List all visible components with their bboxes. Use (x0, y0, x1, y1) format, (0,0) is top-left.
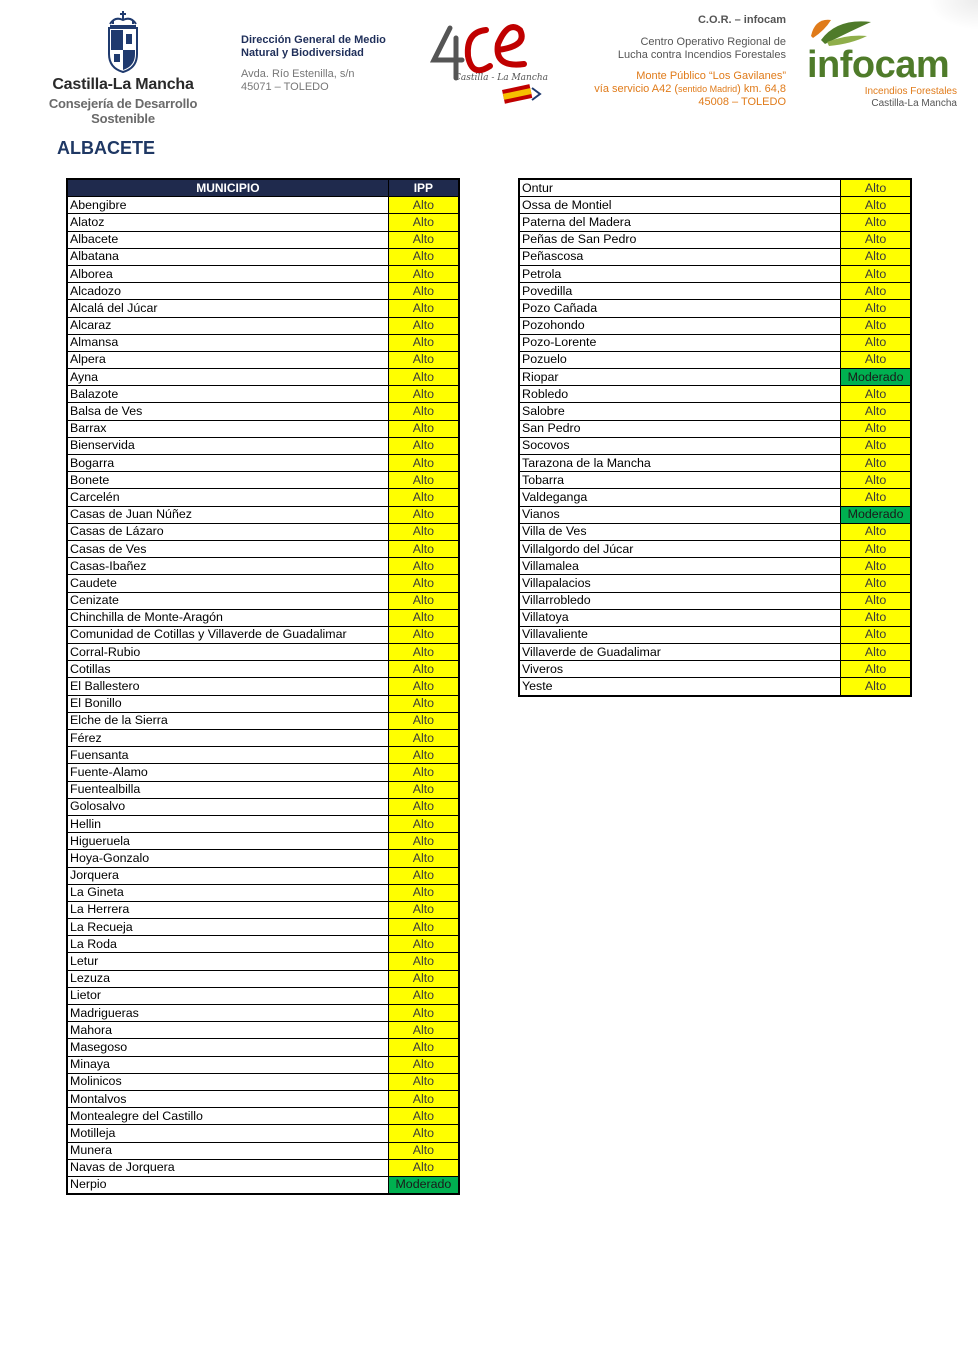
jccm-department: Consejería de Desarrollo Sostenible (48, 96, 198, 126)
table-row (67, 1056, 459, 1073)
ipp-cell: Alto (388, 248, 459, 265)
infocam-subtitle-line-1: Incendios Forestales (864, 86, 957, 97)
table-row (67, 403, 459, 420)
municipio-cell: Salobre (519, 403, 841, 420)
table-row (519, 644, 911, 661)
table-row (519, 386, 911, 403)
ipp-cell: Alto (388, 867, 459, 884)
municipio-cell: Ayna (67, 369, 388, 386)
castilla-la-mancha-crest-icon (101, 10, 145, 74)
ipp-cell: Alto (841, 403, 911, 420)
municipio-cell: Férez (67, 730, 388, 747)
ipp-cell: Alto (841, 351, 911, 368)
municipio-cell: Fuente-Alamo (67, 764, 388, 781)
table-row (67, 351, 459, 368)
municipio-cell: Ontur (519, 179, 841, 197)
cor-address-line-3: 45008 – TOLEDO (698, 96, 786, 108)
ipp-cell: Alto (388, 1022, 459, 1039)
municipio-cell: Pozohondo (519, 317, 841, 334)
table-row (519, 248, 911, 265)
ipp-cell: Alto (841, 523, 911, 540)
municipio-cell: Caudete (67, 575, 388, 592)
municipio-cell: Masegoso (67, 1039, 388, 1056)
table-row (67, 283, 459, 300)
ipp-cell: Alto (388, 850, 459, 867)
ipp-cell: Alto (388, 420, 459, 437)
municipio-cell: Tobarra (519, 472, 841, 489)
municipio-cell: Comunidad de Cotillas y Villaverde de Guadalimar (67, 626, 388, 643)
municipio-cell: San Pedro (519, 420, 841, 437)
municipio-cell: Balazote (67, 386, 388, 403)
jccm-name: Castilla-La Mancha (52, 76, 194, 93)
table-row (67, 747, 459, 764)
table-row (67, 472, 459, 489)
municipio-cell: Elche de la Sierra (67, 712, 388, 729)
ipp-cell: Alto (388, 695, 459, 712)
table-row (67, 919, 459, 936)
table-row (519, 558, 911, 575)
municipio-cell: Villatoya (519, 609, 841, 626)
municipio-cell: Lietor (67, 987, 388, 1004)
ipp-cell: Alto (388, 1159, 459, 1176)
municipio-cell: Peñas de San Pedro (519, 231, 841, 248)
table-row (67, 420, 459, 437)
municipio-cell: Navas de Jorquera (67, 1159, 388, 1176)
municipio-cell: Lezuza (67, 970, 388, 987)
ipp-cell: Alto (388, 351, 459, 368)
infocam-wordmark: infocam (807, 44, 950, 86)
municipio-cell: Pozuelo (519, 351, 841, 368)
ipp-cell: Alto (841, 214, 911, 231)
municipio-cell: Albatana (67, 248, 388, 265)
municipio-cell: Socovos (519, 437, 841, 454)
table-row (67, 678, 459, 695)
cor-subtitle (560, 36, 786, 62)
municipio-cell: La Roda (67, 936, 388, 953)
municipio-cell: Yeste (519, 678, 841, 696)
ipp-cell: Alto (388, 386, 459, 403)
dg-address-line-2: 45071 – TOLEDO (241, 81, 329, 93)
ipp-cell: Alto (388, 472, 459, 489)
table-row (67, 231, 459, 248)
table-row (67, 1176, 459, 1194)
municipio-cell: Povedilla (519, 283, 841, 300)
ipp-cell: Alto (841, 317, 911, 334)
table-row (519, 214, 911, 231)
ipp-cell: Alto (388, 369, 459, 386)
ipp-cell: Alto (841, 437, 911, 454)
municipio-cell: Casas de Lázaro (67, 523, 388, 540)
table-row (519, 231, 911, 248)
municipio-cell: Tarazona de la Mancha (519, 455, 841, 472)
ipp-cell: Alto (388, 781, 459, 798)
table-row (67, 626, 459, 643)
jccm-logo-block (18, 10, 228, 126)
ipp-cell: Alto (388, 403, 459, 420)
municipio-cell: Villaverde de Guadalimar (519, 644, 841, 661)
cor-subtitle-line-1: Centro Operativo Regional de (640, 36, 786, 48)
municipio-cell: Chinchilla de Monte-Aragón (67, 609, 388, 626)
table-row (67, 248, 459, 265)
municipio-cell: Paterna del Madera (519, 214, 841, 231)
anniversary-40-logo-icon (428, 16, 558, 112)
ipp-cell: Alto (388, 231, 459, 248)
municipio-cell: Albacete (67, 231, 388, 248)
table-row (519, 472, 911, 489)
ipp-cell: Alto (841, 420, 911, 437)
municipio-cell: Villarrobledo (519, 592, 841, 609)
table-row (67, 695, 459, 712)
ipp-cell: Alto (388, 265, 459, 282)
table-row (67, 764, 459, 781)
table-row (519, 575, 911, 592)
table-row (519, 437, 911, 454)
ipp-cell: Alto (841, 231, 911, 248)
municipio-cell: La Herrera (67, 901, 388, 918)
ipp-cell: Alto (388, 661, 459, 678)
table-row (67, 1090, 459, 1107)
anniversary-40-logo (428, 16, 558, 112)
municipio-cell: Viveros (519, 661, 841, 678)
table-row (519, 420, 911, 437)
ipp-cell: Alto (388, 1142, 459, 1159)
table-row (67, 1039, 459, 1056)
table-row (67, 781, 459, 798)
ipp-cell: Alto (388, 300, 459, 317)
table-row (67, 712, 459, 729)
municipio-cell: El Bonillo (67, 695, 388, 712)
ipp-cell: Alto (388, 575, 459, 592)
municipio-cell: La Recueja (67, 919, 388, 936)
municipio-cell: Casas de Ves (67, 540, 388, 557)
municipio-cell: Pozo Cañada (519, 300, 841, 317)
table-row (67, 609, 459, 626)
infocam-subtitle-line-2: Castilla-La Mancha (871, 98, 957, 109)
infocam-subtitle (865, 86, 957, 110)
municipio-cell: Alcaraz (67, 317, 388, 334)
table-row (67, 953, 459, 970)
table-row (67, 506, 459, 523)
ipp-cell: Alto (388, 678, 459, 695)
table-row (67, 1005, 459, 1022)
ipp-cell: Moderado (841, 506, 911, 523)
table-row (519, 197, 911, 214)
column-header-municipio: MUNICIPIO (67, 179, 388, 197)
municipio-cell: Nerpio (67, 1176, 388, 1194)
table-row (519, 540, 911, 557)
table-row (67, 592, 459, 609)
ipp-cell: Alto (388, 815, 459, 832)
table-row (67, 815, 459, 832)
table-row (67, 1108, 459, 1125)
ipp-cell: Alto (388, 455, 459, 472)
table-row (67, 867, 459, 884)
ipp-cell: Alto (388, 506, 459, 523)
municipio-cell: Valdeganga (519, 489, 841, 506)
municipio-cell: Corral-Rubio (67, 644, 388, 661)
table-row (67, 884, 459, 901)
cor-address (560, 70, 786, 109)
municipio-cell: Montalvos (67, 1090, 388, 1107)
municipio-cell: Bogarra (67, 455, 388, 472)
table-row (67, 1073, 459, 1090)
table-row (67, 1142, 459, 1159)
table-row (67, 644, 459, 661)
dg-address (241, 68, 421, 94)
table-row (519, 369, 911, 386)
municipio-cell: Mahora (67, 1022, 388, 1039)
table-row (67, 369, 459, 386)
column-header-ipp: IPP (388, 179, 459, 197)
municipio-cell: Letur (67, 953, 388, 970)
municipio-cell: Motilleja (67, 1125, 388, 1142)
municipio-cell: Higueruela (67, 833, 388, 850)
municipios-table-left (66, 178, 460, 1195)
dg-address-line-1: Avda. Río Estenilla, s/n (241, 68, 355, 80)
table-row (519, 592, 911, 609)
municipio-cell: Abengibre (67, 197, 388, 214)
municipios-table-right (518, 178, 912, 697)
table-row (67, 1125, 459, 1142)
table-row (67, 437, 459, 454)
municipio-cell: Bienservida (67, 437, 388, 454)
table-row (67, 1159, 459, 1176)
municipio-cell: Pozo-Lorente (519, 334, 841, 351)
table-row (519, 506, 911, 523)
ipp-cell: Alto (388, 437, 459, 454)
ipp-cell: Alto (841, 265, 911, 282)
table-row (67, 970, 459, 987)
cor-address-line-1: Monte Público “Los Gavilanes” (636, 70, 786, 82)
municipio-cell: Hoya-Gonzalo (67, 850, 388, 867)
municipio-cell: Riopar (519, 369, 841, 386)
ipp-cell: Alto (841, 283, 911, 300)
ipp-cell: Alto (388, 1056, 459, 1073)
table-row (67, 317, 459, 334)
table-row (67, 386, 459, 403)
municipio-cell: Madrigueras (67, 1005, 388, 1022)
municipio-cell: Balsa de Ves (67, 403, 388, 420)
ipp-cell: Alto (388, 1073, 459, 1090)
ipp-cell: Alto (841, 678, 911, 696)
ipp-cell: Moderado (841, 369, 911, 386)
direccion-general-block (241, 34, 421, 94)
municipio-cell: Villalgordo del Júcar (519, 540, 841, 557)
municipio-cell: Fuentealbilla (67, 781, 388, 798)
table-row (519, 334, 911, 351)
ipp-cell: Alto (388, 730, 459, 747)
table-row (67, 936, 459, 953)
ipp-cell: Alto (388, 540, 459, 557)
ipp-cell: Alto (388, 283, 459, 300)
municipio-cell: Almansa (67, 334, 388, 351)
ipp-cell: Alto (841, 386, 911, 403)
cor-address-line-2c: ) km. 64,8 (737, 83, 786, 95)
ipp-cell: Alto (388, 1108, 459, 1125)
table-row (67, 334, 459, 351)
municipio-cell: Cenizate (67, 592, 388, 609)
ipp-cell: Alto (388, 1125, 459, 1142)
ipp-cell: Alto (841, 609, 911, 626)
ipp-cell: Alto (388, 523, 459, 540)
table-row (67, 575, 459, 592)
ipp-cell: Alto (388, 609, 459, 626)
table-row (519, 661, 911, 678)
table-row (67, 455, 459, 472)
municipio-cell: Carcelén (67, 489, 388, 506)
municipio-cell: Villavaliente (519, 626, 841, 643)
municipio-cell: Alcalá del Júcar (67, 300, 388, 317)
ipp-cell: Alto (841, 248, 911, 265)
table-row (67, 1022, 459, 1039)
table-row (67, 300, 459, 317)
cor-subtitle-line-2: Lucha contra Incendios Forestales (617, 49, 786, 61)
table-row (67, 901, 459, 918)
ipp-cell: Alto (388, 1090, 459, 1107)
table-row (519, 609, 911, 626)
municipio-cell: Barrax (67, 420, 388, 437)
table-row (519, 265, 911, 282)
table-row (67, 833, 459, 850)
ipp-cell: Alto (388, 334, 459, 351)
municipio-cell: Casas-Ibañez (67, 558, 388, 575)
table-row (519, 179, 911, 197)
ipp-cell: Alto (388, 970, 459, 987)
ipp-cell: Alto (841, 592, 911, 609)
ipp-cell: Alto (841, 334, 911, 351)
ipp-cell: Alto (388, 558, 459, 575)
ipp-cell: Alto (388, 884, 459, 901)
table-row (519, 455, 911, 472)
table-row (67, 214, 459, 231)
municipio-cell: Bonete (67, 472, 388, 489)
ipp-cell: Alto (841, 540, 911, 557)
table-row (519, 317, 911, 334)
table-row (67, 265, 459, 282)
table-row (67, 730, 459, 747)
ipp-cell: Alto (841, 575, 911, 592)
ipp-cell: Alto (388, 833, 459, 850)
municipio-cell: Hellin (67, 815, 388, 832)
table-row (67, 523, 459, 540)
table-row (519, 300, 911, 317)
ipp-cell: Alto (388, 764, 459, 781)
ipp-cell: Alto (841, 626, 911, 643)
ipp-cell: Alto (388, 901, 459, 918)
ipp-cell: Alto (388, 317, 459, 334)
municipio-cell: Munera (67, 1142, 388, 1159)
municipio-cell: La Gineta (67, 884, 388, 901)
table-row (67, 798, 459, 815)
ipp-cell: Alto (841, 644, 911, 661)
table-row (519, 283, 911, 300)
province-title: ALBACETE (57, 138, 155, 158)
municipio-cell: Robledo (519, 386, 841, 403)
ipp-cell: Alto (388, 987, 459, 1004)
municipio-cell: Alborea (67, 265, 388, 282)
cor-address-line-2a: vía servicio A42 ( (594, 83, 679, 95)
ipp-cell: Alto (841, 197, 911, 214)
municipio-cell: Petrola (519, 265, 841, 282)
table-row (519, 626, 911, 643)
dg-title: Dirección General de Medio Natural y Biodiversidad (241, 34, 386, 59)
municipio-cell: Ossa de Montiel (519, 197, 841, 214)
ipp-cell: Alto (388, 747, 459, 764)
municipio-cell: Villapalacios (519, 575, 841, 592)
ipp-cell: Alto (841, 489, 911, 506)
ipp-cell: Alto (388, 592, 459, 609)
anniversary-caption: Castilla - La Mancha (454, 73, 549, 83)
table-row (67, 850, 459, 867)
ipp-cell: Alto (388, 1039, 459, 1056)
page-corner-shadow (928, 0, 978, 30)
ipp-cell: Alto (388, 936, 459, 953)
ipp-cell: Alto (841, 472, 911, 489)
ipp-cell: Alto (388, 197, 459, 214)
municipio-cell: Fuensanta (67, 747, 388, 764)
ipp-cell: Alto (388, 644, 459, 661)
table-row (519, 678, 911, 696)
table-header-row (67, 179, 459, 197)
municipio-cell: Alcadozo (67, 283, 388, 300)
municipio-cell: Casas de Juan Núñez (67, 506, 388, 523)
table-row (67, 661, 459, 678)
cor-title: C.O.R. – infocam (697, 14, 786, 26)
table-row (67, 489, 459, 506)
municipio-cell: Villamalea (519, 558, 841, 575)
table-row (519, 523, 911, 540)
cor-infocam-block (560, 14, 786, 109)
municipio-cell: Peñascosa (519, 248, 841, 265)
ipp-cell: Alto (388, 489, 459, 506)
table-row (67, 540, 459, 557)
table-row (67, 987, 459, 1004)
ipp-cell: Moderado (388, 1176, 459, 1194)
cor-address-line-2 (560, 83, 786, 96)
municipio-cell: Villa de Ves (519, 523, 841, 540)
municipio-cell: Vianos (519, 506, 841, 523)
table-row (519, 351, 911, 368)
municipio-cell: Jorquera (67, 867, 388, 884)
municipio-cell: Alpera (67, 351, 388, 368)
municipio-cell: El Ballestero (67, 678, 388, 695)
municipio-cell: Minaya (67, 1056, 388, 1073)
ipp-cell: Alto (388, 1005, 459, 1022)
municipio-cell: Cotillas (67, 661, 388, 678)
municipio-cell: Molinicos (67, 1073, 388, 1090)
municipio-cell: Alatoz (67, 214, 388, 231)
ipp-cell: Alto (388, 919, 459, 936)
ipp-cell: Alto (388, 798, 459, 815)
ipp-cell: Alto (388, 712, 459, 729)
ipp-cell: Alto (841, 661, 911, 678)
table-row (519, 403, 911, 420)
ipp-cell: Alto (841, 558, 911, 575)
ipp-cell: Alto (841, 300, 911, 317)
cor-address-direction: sentido Madrid (678, 84, 738, 94)
table-row (67, 197, 459, 214)
ipp-cell: Alto (388, 953, 459, 970)
ipp-cell: Alto (388, 214, 459, 231)
municipio-cell: Montealegre del Castillo (67, 1108, 388, 1125)
ipp-cell: Alto (841, 455, 911, 472)
ipp-cell: Alto (388, 626, 459, 643)
table-row (519, 489, 911, 506)
municipio-cell: Golosalvo (67, 798, 388, 815)
ipp-cell: Alto (841, 179, 911, 197)
table-row (67, 558, 459, 575)
